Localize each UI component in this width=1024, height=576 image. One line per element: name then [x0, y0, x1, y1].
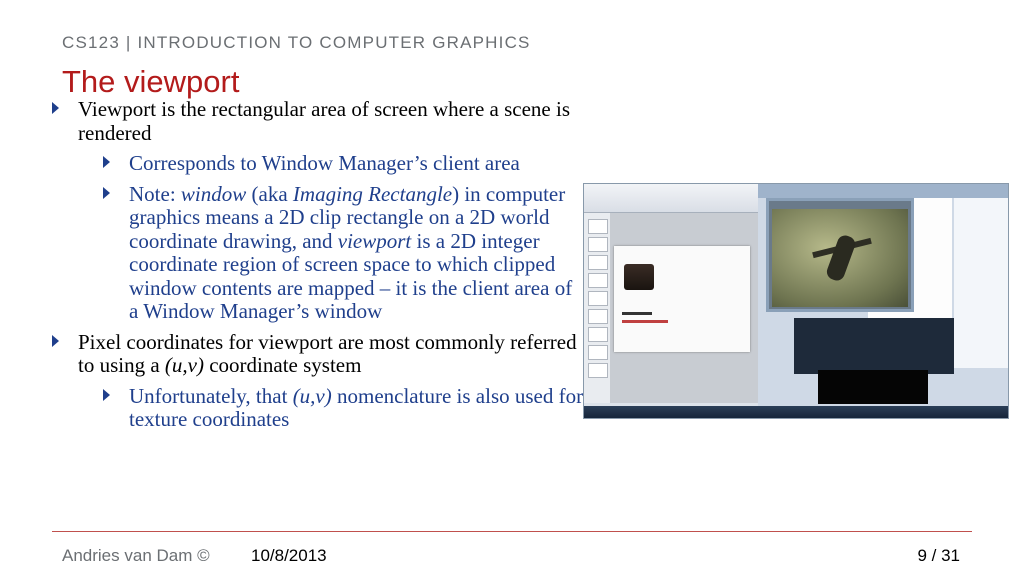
note-text-4: is a 2D integer coordinate region of screen space to which clipped window contents are mapped – it is the client area of a Window Manager’s window [129, 228, 573, 323]
bullet-text: Viewport is the rectangular area of screen where a scene is rendered [78, 97, 570, 145]
slide-thumbnail [588, 345, 608, 360]
os-taskbar [584, 406, 1008, 418]
bullet-arrow-icon [103, 156, 110, 168]
note-text-2: (aka [246, 181, 293, 206]
bullet-pixel-coordinates [46, 331, 586, 378]
ide-toolbar [758, 184, 1008, 198]
console-window [818, 370, 928, 404]
slide-thumbnail [588, 219, 608, 234]
subbullet-note [46, 183, 586, 324]
bullet-viewport-definition [46, 98, 586, 145]
slide-subheading-line [622, 320, 668, 323]
texture-em-uv: (u,v) [292, 383, 332, 408]
footer-divider [52, 531, 972, 532]
slide-thumbnail [588, 291, 608, 306]
bullet-arrow-icon [52, 335, 59, 347]
figure-body [825, 233, 858, 282]
slide-thumbnails-panel [584, 213, 610, 403]
powerpoint-window [584, 184, 758, 418]
pixel-text-2: coordinate system [203, 353, 362, 377]
desktop-screenshot-image [584, 184, 1008, 418]
slide-content [46, 98, 586, 439]
note-em-window: window [180, 181, 247, 206]
powerpoint-ribbon [584, 184, 758, 213]
slide-thumbnail [588, 273, 608, 288]
footer-page-number: 9 / 31 [917, 546, 960, 565]
slide-canvas [614, 246, 750, 352]
note-text-1: Note: [129, 181, 181, 206]
course-header: CS123 | INTRODUCTION TO COMPUTER GRAPHICS [62, 33, 531, 52]
subbullet-window-manager [46, 152, 586, 176]
bullet-arrow-icon [103, 187, 110, 199]
note-em-imaging-rectangle: Imaging Rectangle [292, 181, 453, 206]
subbullet-texture-coordinates [46, 385, 586, 432]
texture-text-2: nomenclature is also used for texture coordinates [129, 383, 584, 431]
ide-output-pane [794, 318, 954, 374]
slide-title: The viewport [62, 64, 240, 99]
footer-date: 10/8/2013 [251, 546, 327, 565]
render-viewport-window [766, 198, 914, 312]
texture-text-1: Unfortunately, that [129, 383, 293, 408]
pixel-text-1: Pixel coordinates for viewport are most commonly referred to using a [78, 329, 577, 377]
subbullet-text: Corresponds to Window Manager’s client area [129, 151, 520, 175]
slide-thumbnail [588, 255, 608, 270]
note-text-3: ) in computer graphics means a 2D clip rectangle on a 2D world coordinate drawing, and [129, 181, 566, 253]
note-em-viewport: viewport [337, 228, 412, 253]
slide-thumbnail [588, 327, 608, 342]
rendered-scene [772, 209, 908, 307]
slide-thumbnail [588, 237, 608, 252]
footer-author: Andries van Dam © [62, 546, 210, 565]
bullet-arrow-icon [52, 102, 59, 114]
ide-solution-explorer [954, 198, 1008, 368]
slide-heading-line [622, 312, 652, 315]
slide-thumbnail [588, 309, 608, 324]
camera-picture [624, 264, 654, 290]
slide-thumbnail [588, 363, 608, 378]
pixel-em-uv: (u,v) [164, 353, 204, 377]
bullet-arrow-icon [103, 389, 110, 401]
